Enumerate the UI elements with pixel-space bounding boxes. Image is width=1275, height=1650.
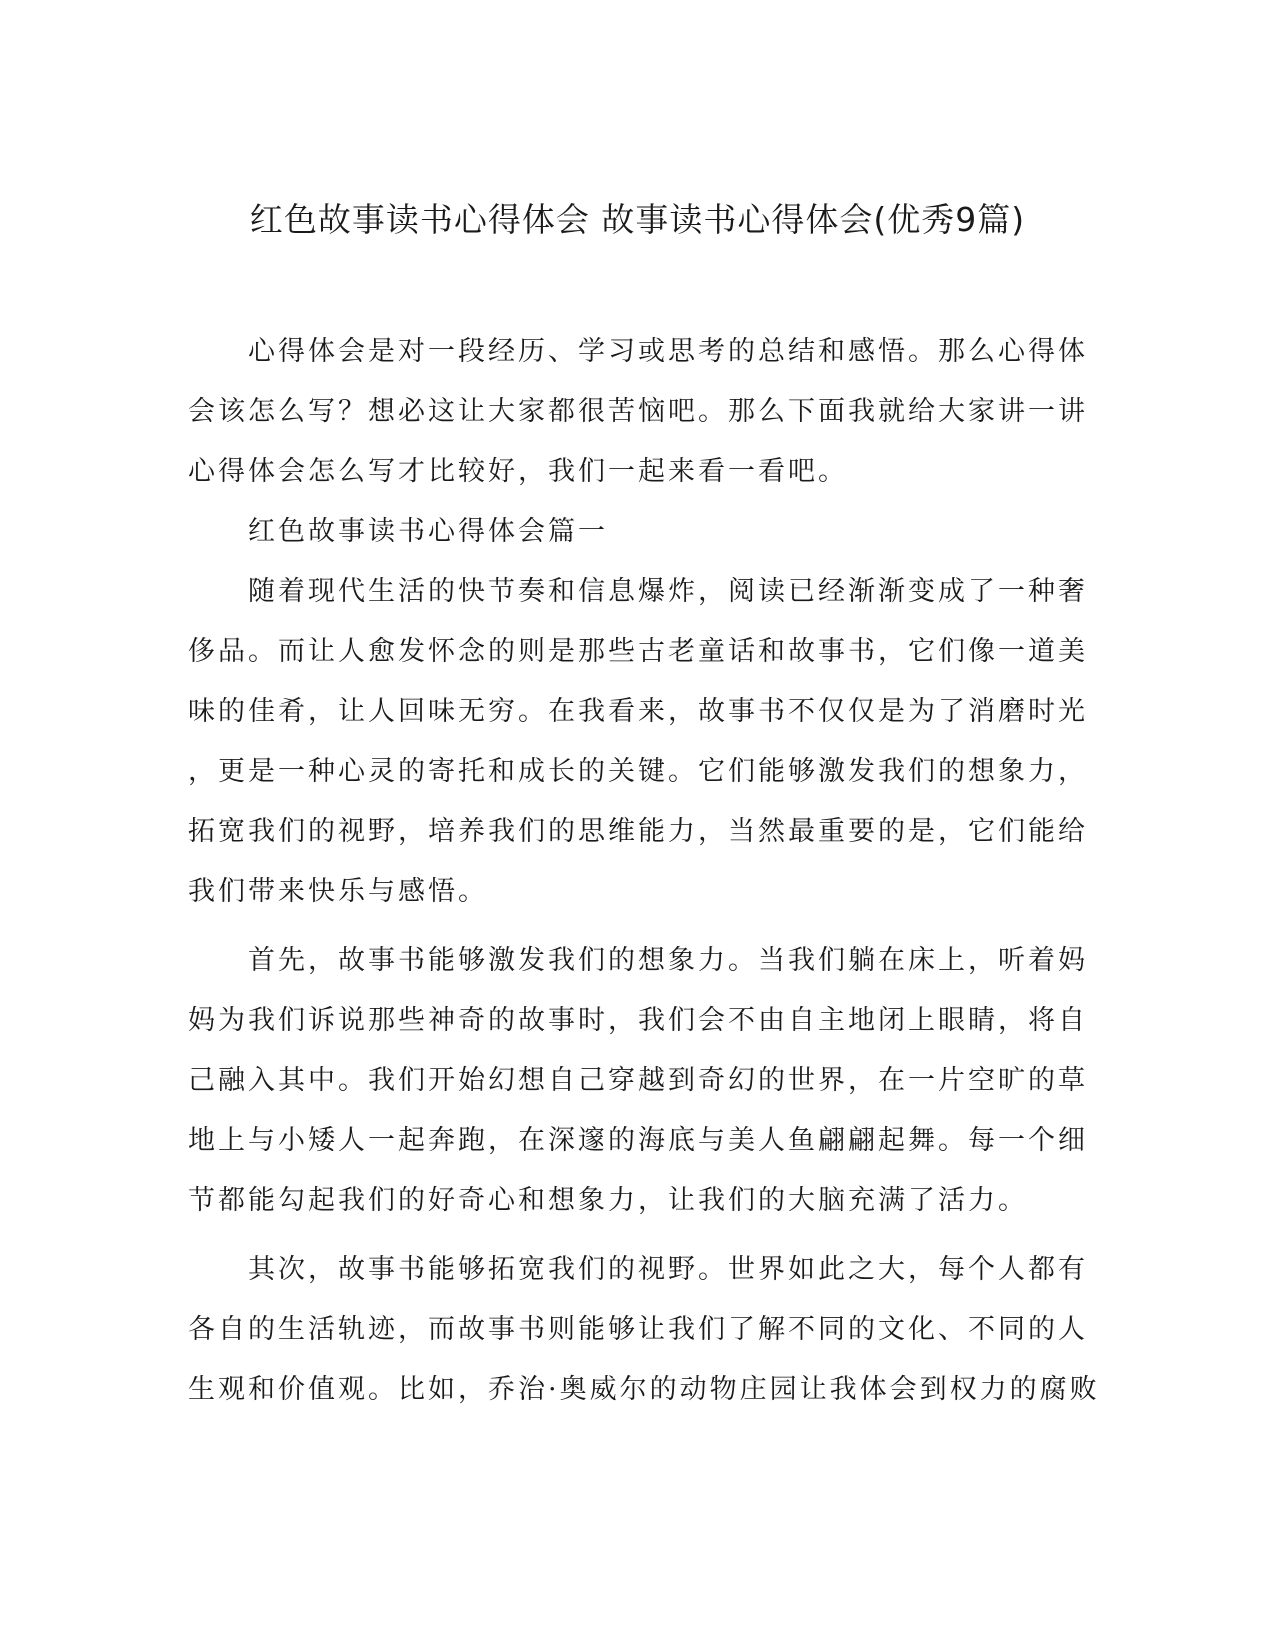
- paragraph-line: 侈品。而让人愈发怀念的则是那些古老童话和故事书，它们像一道美: [188, 636, 1088, 667]
- paragraph-line: 妈为我们诉说那些神奇的故事时，我们会不由自主地闭上眼睛，将自: [188, 1005, 1088, 1036]
- paragraph-line: 心得体会怎么写才比较好，我们一起来看一看吧。: [188, 456, 848, 487]
- paragraph-line: 会该怎么写？想必这让大家都很苦恼吧。那么下面我就给大家讲一讲: [188, 396, 1088, 427]
- paragraph-line: 其次，故事书能够拓宽我们的视野。世界如此之大，每个人都有: [188, 1254, 1088, 1285]
- document-body: [188, 330, 1100, 1428]
- paragraph-line: 节都能勾起我们的好奇心和想象力，让我们的大脑充满了活力。: [188, 1185, 1028, 1216]
- paragraph-line: 心得体会是对一段经历、学习或思考的总结和感悟。那么心得体: [188, 336, 1088, 367]
- paragraph-line: 首先，故事书能够激发我们的想象力。当我们躺在床上，听着妈: [188, 945, 1088, 976]
- paragraph-line: 随着现代生活的快节奏和信息爆炸，阅读已经渐渐变成了一种奢: [188, 576, 1088, 607]
- paragraph-line: 拓宽我们的视野，培养我们的思维能力，当然最重要的是，它们能给: [188, 816, 1088, 847]
- paragraph-line: 己融入其中。我们开始幻想自己穿越到奇幻的世界，在一片空旷的草: [188, 1065, 1088, 1096]
- paragraph-line: 我们带来快乐与感悟。: [188, 876, 488, 907]
- document-title: 红色故事读书心得体会 故事读书心得体会(优秀9篇): [249, 200, 1026, 239]
- paragraph-line: 各自的生活轨迹，而故事书则能够让我们了解不同的文化、不同的人: [188, 1314, 1088, 1345]
- section-heading: 红色故事读书心得体会篇一: [188, 516, 608, 547]
- paragraph-line: ，更是一种心灵的寄托和成长的关键。它们能够激发我们的想象力，: [188, 756, 1088, 787]
- paragraph-line: 生观和价值观。比如，乔治·奥威尔的动物庄园让我体会到权力的腐败: [188, 1374, 1100, 1405]
- paragraph-line: 地上与小矮人一起奔跑，在深邃的海底与美人鱼翩翩起舞。每一个细: [188, 1125, 1088, 1156]
- paragraph-line: 味的佳肴，让人回味无穷。在我看来，故事书不仅仅是为了消磨时光: [188, 696, 1088, 727]
